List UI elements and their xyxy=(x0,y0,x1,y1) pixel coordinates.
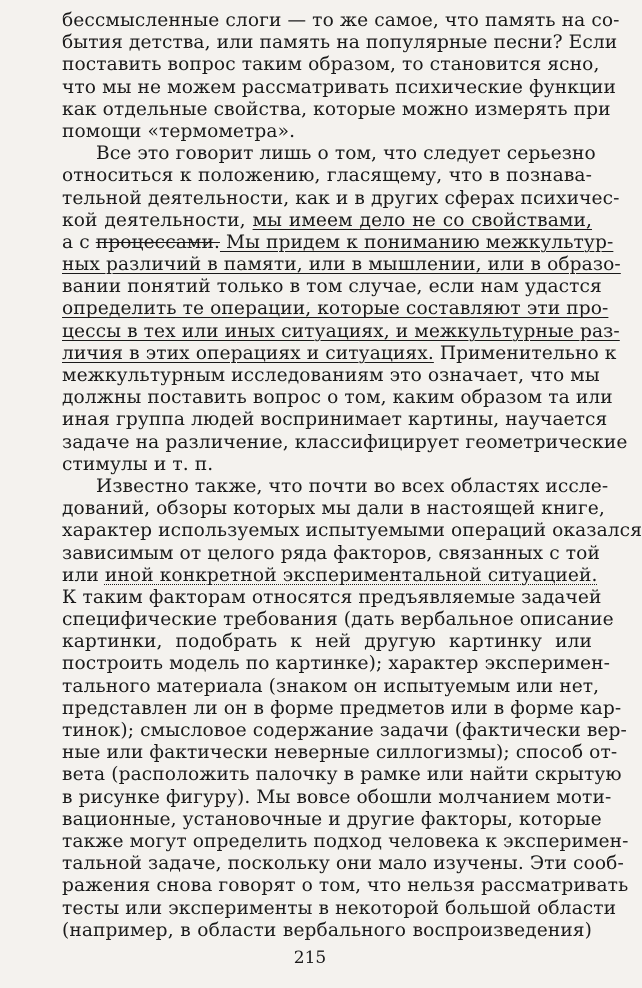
line-segment: вационные, установочные и другие факторы, которые xyxy=(62,808,602,830)
text-line xyxy=(62,342,617,365)
text-line xyxy=(62,764,622,786)
line-segment: картинки, подобрать к ней другую картинку или xyxy=(62,631,592,653)
line-segment: или xyxy=(62,564,105,586)
line-segment: задаче на различение, классифицирует геометрические xyxy=(62,431,628,453)
line-segment: Применительно к xyxy=(433,342,617,364)
text-line xyxy=(62,298,609,320)
text-line xyxy=(62,32,618,54)
line-segment: построить модель по картинке); характер эксперимен- xyxy=(62,653,610,675)
text-line xyxy=(62,431,628,454)
line-segment: помощи «термометра». xyxy=(62,120,296,142)
page-number: 215 xyxy=(293,948,327,968)
text-line xyxy=(62,454,592,476)
line-segment: относиться к положению, гласящему, что в познава- xyxy=(62,165,592,187)
text-line xyxy=(62,98,611,121)
text-line xyxy=(62,564,598,587)
text-line xyxy=(62,10,620,32)
text-line xyxy=(62,387,613,409)
text-line xyxy=(62,786,612,809)
text-line xyxy=(62,54,600,76)
line-segment: ные или фактически неверные силлогизмы); способ от- xyxy=(62,742,618,764)
text-line xyxy=(62,231,614,254)
line-segment: специфические требования (дать вербальное описание xyxy=(62,609,614,631)
text-line xyxy=(62,542,600,565)
line-segment: личия в этих операциях и ситуациях. xyxy=(62,342,434,364)
text-line xyxy=(62,653,610,675)
text-line xyxy=(62,586,602,609)
text-line xyxy=(62,830,629,853)
line-segment: бессмысленные слоги — то же самое, что память на со- xyxy=(62,10,620,31)
text-line xyxy=(62,609,614,631)
line-segment: что мы не можем рассматривать психические функции xyxy=(62,76,616,98)
line-segment: тесты или эксперименты в некоторой большой области xyxy=(62,897,617,919)
text-line xyxy=(62,808,602,831)
line-segment: представлен ли он в форме предметов или в форме кар- xyxy=(62,697,622,719)
line-segment: Мы придем к пониманию межкультур- xyxy=(219,231,614,253)
line-segment: К таким факторам относятся предъявляемые задачей xyxy=(62,586,602,608)
line-segment: определить те операции, которые составляют эти про- xyxy=(62,298,609,320)
line-segment: иной конкретной экспериментальной ситуацией. xyxy=(104,564,598,586)
text-line xyxy=(62,254,621,276)
line-segment: (например, в области вербального воспроизведения) xyxy=(62,919,592,941)
line-segment: а с xyxy=(62,231,96,253)
line-segment: иная группа людей воспринимает картины, научается xyxy=(62,409,608,431)
text-line xyxy=(62,498,605,520)
line-segment: дований, обзоры которых мы дали в настоящей книге, xyxy=(62,498,605,520)
line-segment: как отдельные свойства, которые можно измерять при xyxy=(62,98,611,120)
text-line xyxy=(62,475,609,498)
line-segment: цессы в тех или иных ситуациях, и межкультурные раз- xyxy=(62,320,620,342)
line-segment: ных различий в памяти, или в мышлении, или в образо- xyxy=(62,254,621,276)
line-segment: тальной задаче, поскольку они мало изучены. Эти сооб- xyxy=(62,853,624,875)
line-segment: в рисунке фигуру). Мы вовсе обошли молчанием моти- xyxy=(62,786,612,808)
text-line xyxy=(62,697,622,720)
line-segment: характер используемых испытуемыми операций оказался xyxy=(62,520,642,542)
line-segment: стимулы и т. п. xyxy=(62,453,214,475)
text-line xyxy=(62,920,592,942)
line-segment: процессами. xyxy=(95,231,220,253)
line-segment: кой деятельности, xyxy=(62,209,253,231)
line-segment: мы имеем дело не со свойствами, xyxy=(252,209,593,231)
text-line xyxy=(62,631,592,653)
line-segment: ражения снова говорят о том, что нельзя рассматривать xyxy=(62,875,629,897)
line-segment: должны поставить вопрос о том, каким образом та или xyxy=(62,387,613,409)
text-line xyxy=(62,897,617,920)
line-segment: Известно также, что почти во всех областях иссле- xyxy=(96,475,609,497)
text-line xyxy=(62,76,616,99)
text-line xyxy=(62,409,608,431)
text-line xyxy=(62,742,618,764)
line-segment: Все это говорит лишь о том, что следует серьезно xyxy=(96,143,596,165)
text-line xyxy=(62,276,602,298)
text-line xyxy=(62,520,642,542)
body-text xyxy=(62,10,642,942)
text-line xyxy=(62,187,620,210)
line-segment: вета (расположить палочку в рамке или найти скрытую xyxy=(62,764,622,786)
text-line xyxy=(62,675,600,698)
text-line xyxy=(62,853,624,875)
line-segment: тинок); смысловое содержание задачи (фактически вер- xyxy=(62,720,627,741)
line-segment: поставить вопрос таким образом, то становится ясно, xyxy=(62,54,600,76)
line-segment: зависимым от целого ряда факторов, связанных с той xyxy=(62,542,600,564)
text-line xyxy=(62,143,596,165)
line-segment: тального материала (знаком он испытуемым или нет, xyxy=(62,675,600,697)
text-line xyxy=(62,365,600,387)
text-line xyxy=(62,210,592,232)
text-line xyxy=(62,320,620,343)
text-line xyxy=(62,720,627,742)
line-segment: бытия детства, или память на популярные песни? Если xyxy=(62,32,618,54)
line-segment: тельной деятельности, как и в других сферах психичес- xyxy=(62,187,620,209)
text-line xyxy=(62,875,629,897)
line-segment: межкультурным исследованиям это означает, что мы xyxy=(62,365,600,386)
text-line xyxy=(62,121,592,143)
text-line xyxy=(62,165,592,187)
line-segment: также могут определить подход человека к эксперимен- xyxy=(62,830,629,852)
line-segment: вании понятий только в том случае, если нам удастся xyxy=(62,276,602,298)
